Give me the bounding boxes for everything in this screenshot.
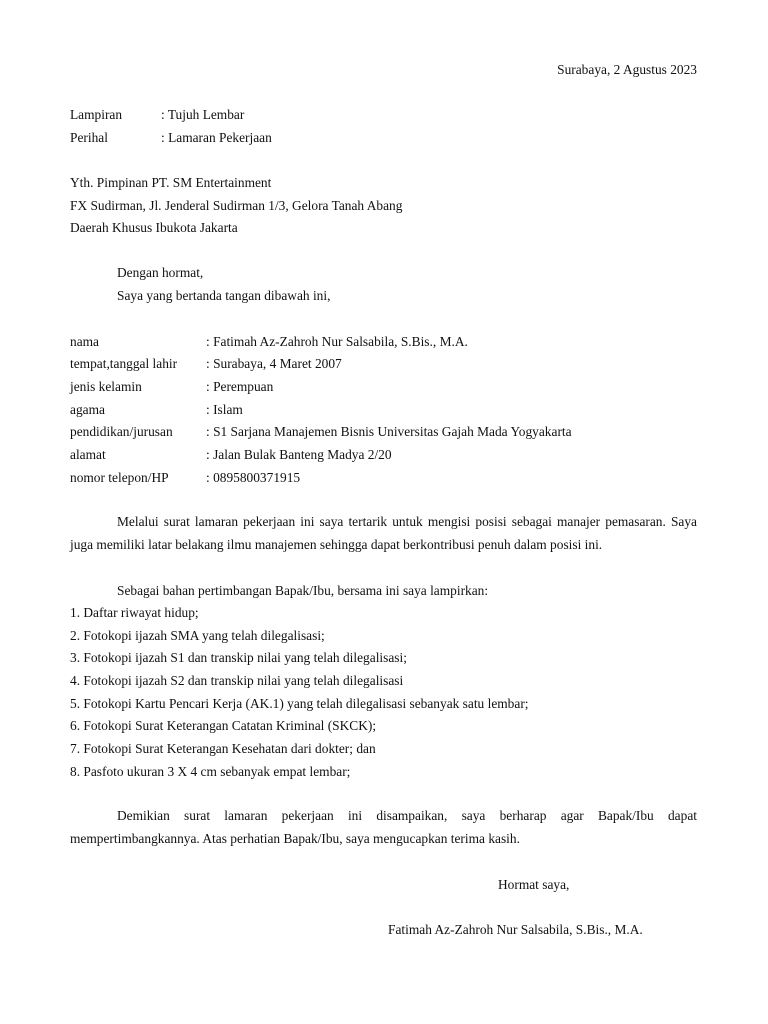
recipient-line-1: Yth. Pimpinan PT. SM Entertainment (70, 175, 272, 190)
recipient-line-3: Daerah Khusus Ibukota Jakarta (70, 220, 238, 235)
identity-label-jenis-kelamin: jenis kelamin (70, 379, 142, 394)
attachment-item-2: 2. Fotokopi ijazah SMA yang telah dilegalisasi; (70, 628, 325, 643)
body-paragraph-2 (70, 805, 697, 850)
place-date: Surabaya, 2 Agustus 2023 (557, 62, 697, 77)
greeting: Dengan hormat, (117, 265, 204, 280)
identity-label-nama: nama (70, 334, 99, 349)
attachment-item-7: 7. Fotokopi Surat Keterangan Kesehatan dari dokter; dan (70, 741, 376, 756)
identity-label-ttl: tempat,tanggal lahir (70, 356, 178, 371)
closing-salutation: Hormat saya, (498, 877, 570, 892)
identity-value-ttl: : Surabaya, 4 Maret 2007 (206, 356, 342, 371)
attachment-item-1: 1. Daftar riwayat hidup; (70, 605, 199, 620)
meta-label-perihal: Perihal (70, 130, 108, 145)
identity-value-pendidikan: : S1 Sarjana Manajemen Bisnis Universitas Gajah Mada Yogyakarta (206, 424, 572, 439)
identity-label-telepon: nomor telepon/HP (70, 470, 169, 485)
identity-value-alamat: : Jalan Bulak Banteng Madya 2/20 (206, 447, 392, 462)
body-paragraph-1 (70, 511, 697, 556)
attachment-item-4: 4. Fotokopi ijazah S2 dan transkip nilai yang telah dilegalisasi (70, 673, 404, 688)
identity-label-pendidikan: pendidikan/jurusan (70, 424, 173, 439)
attachment-item-8: 8. Pasfoto ukuran 3 X 4 cm sebanyak empat lembar; (70, 764, 351, 779)
identity-value-agama: : Islam (206, 402, 243, 417)
attachments-intro: Sebagai bahan pertimbangan Bapak/Ibu, bersama ini saya lampirkan: (117, 583, 489, 598)
attachment-item-6: 6. Fotokopi Surat Keterangan Catatan Kriminal (SKCK); (70, 718, 377, 733)
recipient-line-2: FX Sudirman, Jl. Jenderal Sudirman 1/3, Gelora Tanah Abang (70, 198, 403, 213)
attachment-item-3: 3. Fotokopi ijazah S1 dan transkip nilai yang telah dilegalisasi; (70, 650, 407, 665)
meta-value-perihal: : Lamaran Pekerjaan (161, 130, 272, 145)
identity-value-jenis-kelamin: : Perempuan (206, 379, 274, 394)
attachment-item-5: 5. Fotokopi Kartu Pencari Kerja (AK.1) yang telah dilegalisasi sebanyak satu lembar; (70, 696, 529, 711)
body-paragraph-1-text: Melalui surat lamaran pekerjaan ini saya tertarik untuk mengisi posisi sebagai manajer pemasaran. Saya juga memiliki latar belakang ilmu manajemen sehingga dapat berkontribusi penuh dalam posisi ini. (70, 514, 697, 552)
intro-sentence: Saya yang bertanda tangan dibawah ini, (117, 288, 331, 303)
meta-label-lampiran: Lampiran (70, 107, 123, 122)
meta-value-lampiran: : Tujuh Lembar (161, 107, 245, 122)
identity-label-agama: agama (70, 402, 105, 417)
identity-value-nama: : Fatimah Az-Zahroh Nur Salsabila, S.Bis., M.A. (206, 334, 468, 349)
identity-value-telepon: : 0895800371915 (206, 470, 301, 485)
signature-name: Fatimah Az-Zahroh Nur Salsabila, S.Bis., M.A. (388, 922, 643, 937)
identity-label-alamat: alamat (70, 447, 106, 462)
body-paragraph-2-text: Demikian surat lamaran pekerjaan ini disampaikan, saya berharap agar Bapak/Ibu dapat mempertimbangkannya. Atas perhatian Bapak/Ibu, saya mengucapkan terima kasih. (70, 808, 697, 846)
